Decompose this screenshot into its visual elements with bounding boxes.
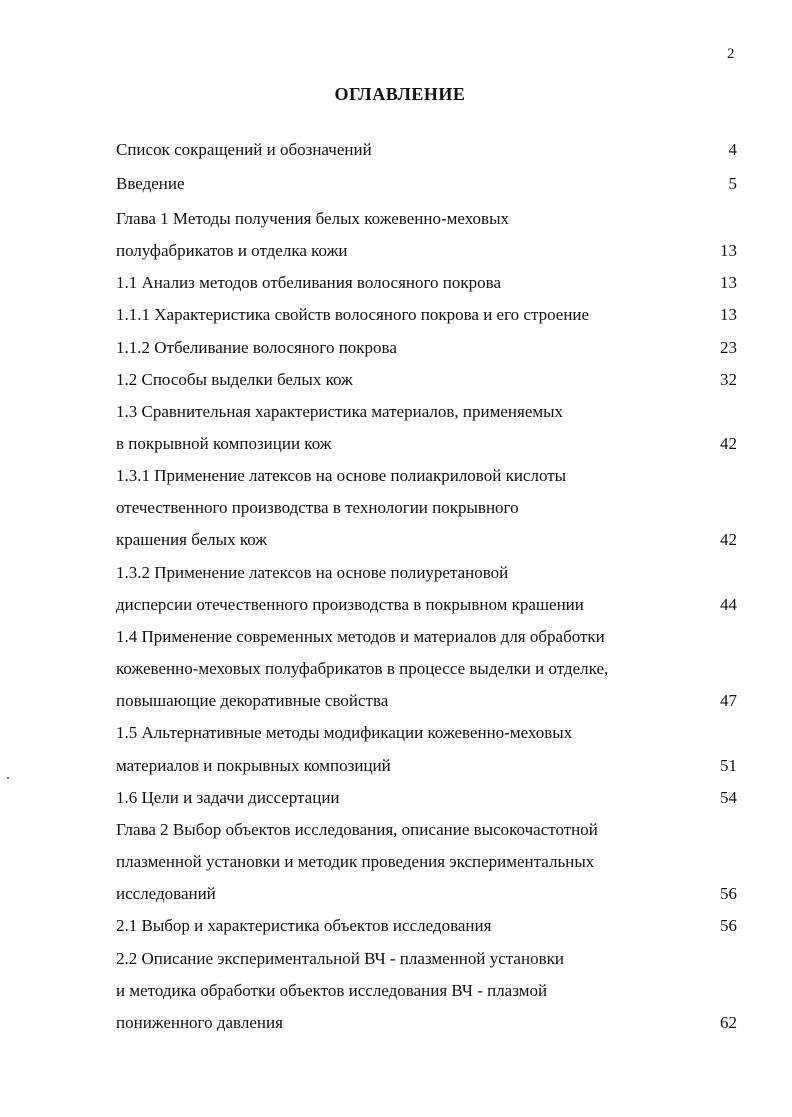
toc-text: 1.1.2 Отбеливание волосяного покрова (116, 338, 397, 357)
toc-text: Глава 1 Методы получения белых кожевенно-меховых (116, 209, 509, 228)
toc-text: 1.6 Цели и задачи диссертации (116, 788, 340, 807)
toc-line (116, 432, 737, 456)
toc-text: исследований (116, 884, 216, 903)
toc-line (116, 818, 737, 842)
toc-text: крашения белых кож (116, 530, 268, 549)
toc-line (116, 947, 737, 971)
toc-line (116, 336, 737, 360)
toc-text: 1.4 Применение современных методов и материалов для обработки (116, 627, 605, 646)
toc-page-number: 56 (720, 916, 737, 935)
toc-text: 1.3.1 Применение латексов на основе полиакриловой кислоты (116, 466, 567, 485)
toc-text: пониженного давления (116, 1013, 283, 1032)
toc-line (116, 368, 737, 392)
toc-line (116, 400, 737, 424)
toc-page-number: 13 (720, 273, 737, 292)
toc-page-number: 32 (720, 370, 737, 389)
toc-text: 1.3.2 Применение латексов на основе полиуретановой (116, 563, 509, 582)
toc-page-number: 5 (728, 174, 737, 193)
toc-line (116, 207, 737, 231)
toc-page-number: 42 (720, 434, 737, 453)
toc-line (116, 625, 737, 649)
toc-page-number: 4 (728, 140, 737, 159)
toc-text: Список сокращений и обозначений (116, 140, 372, 159)
toc-line (116, 172, 737, 196)
toc-line (116, 496, 737, 520)
toc-text: 1.3 Сравнительная характеристика материалов, применяемых (116, 402, 564, 421)
toc-line (116, 914, 737, 938)
scan-speck (7, 777, 9, 779)
toc-text: материалов и покрывных композиций (116, 756, 391, 775)
toc-text: 1.2 Способы выделки белых кож (116, 370, 353, 389)
toc-page-number: 13 (720, 305, 737, 324)
toc-text: 1.5 Альтернативные методы модификации кожевенно-меховых (116, 723, 573, 742)
toc-text: повышающие декоративные свойства (116, 691, 389, 710)
toc-line (116, 786, 737, 810)
toc-line (116, 689, 737, 713)
toc-page-number: 56 (720, 884, 737, 903)
toc-line (116, 882, 737, 906)
toc-line (116, 464, 737, 488)
toc-page-number: 54 (720, 788, 737, 807)
toc-text: дисперсии отечественного производства в покрывном крашении (116, 595, 584, 614)
toc-line (116, 657, 737, 681)
page-title: ОГЛАВЛЕНИЕ (334, 84, 466, 104)
page-number: 2 (727, 46, 735, 62)
toc-line (116, 979, 737, 1003)
toc-page-number: 13 (720, 241, 737, 260)
toc-text: 1.1.1 Характеристика свойств волосяного покрова и его строение (116, 305, 590, 324)
toc-line (116, 239, 737, 263)
toc-page-number: 42 (720, 530, 737, 549)
toc-line (116, 1011, 737, 1035)
toc-line (116, 593, 737, 617)
toc-line (116, 528, 737, 552)
toc-line (116, 850, 737, 874)
toc-text: 1.1 Анализ методов отбеливания волосяного покрова (116, 273, 501, 292)
toc-text: отечественного производства в технологии покрывного (116, 498, 519, 517)
toc-page-number: 23 (720, 338, 737, 357)
toc-page-number: 62 (720, 1013, 737, 1032)
toc-text: 2.1 Выбор и характеристика объектов исследования (116, 916, 492, 935)
toc-text: Глава 2 Выбор объектов исследования, описание высокочастотной (116, 820, 598, 839)
toc-text: кожевенно-меховых полуфабрикатов в процессе выделки и отделке, (116, 659, 609, 678)
toc-text: Введение (116, 174, 185, 193)
toc-text: и методика обработки объектов исследования ВЧ - плазмой (116, 981, 548, 1000)
toc-page-number: 51 (720, 756, 737, 775)
toc-line (116, 271, 737, 295)
toc-text: 2.2 Описание экспериментальной ВЧ - плазменной установки (116, 949, 564, 968)
toc-line (116, 754, 737, 778)
toc-line (116, 561, 737, 585)
toc-text: плазменной установки и методик проведения экспериментальных (116, 852, 595, 871)
toc-page-number: 44 (720, 595, 737, 614)
toc-line (116, 303, 737, 327)
toc-text: полуфабрикатов и отделка кожи (116, 241, 348, 260)
toc-line (116, 721, 737, 745)
toc-line (116, 138, 737, 162)
toc-text: в покрывной композиции кож (116, 434, 332, 453)
toc-page-number: 47 (720, 691, 737, 710)
